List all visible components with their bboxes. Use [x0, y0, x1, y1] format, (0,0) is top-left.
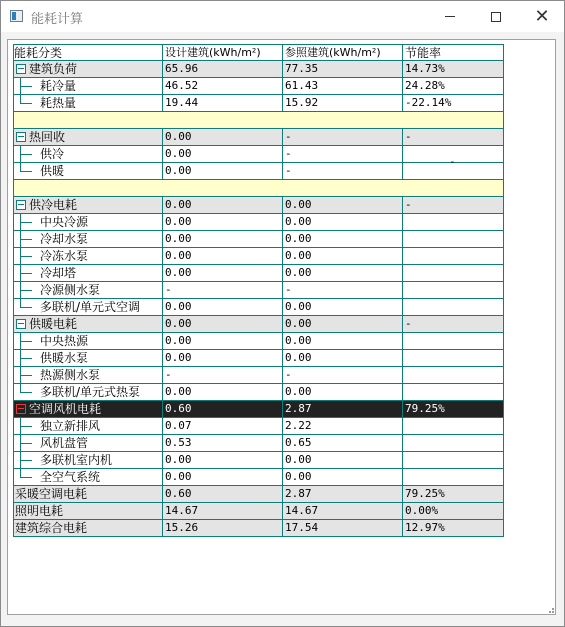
- design-value: 0.07: [163, 418, 283, 434]
- reference-value: 0.00: [283, 248, 403, 264]
- row-label: 热源侧水泵: [40, 368, 101, 382]
- saving-rate: -22.14%: [403, 95, 504, 111]
- reference-value: 77.35: [283, 61, 403, 77]
- row-label: 多联机/单元式空调: [40, 300, 141, 314]
- design-value: 0.00: [163, 384, 283, 400]
- saving-rate: -: [403, 316, 504, 332]
- row-label: 照明电耗: [15, 504, 64, 518]
- design-value: 46.52: [163, 78, 283, 94]
- design-value: 0.00: [163, 299, 283, 315]
- saving-rate-merged: [403, 146, 504, 168]
- reference-value: 0.00: [283, 197, 403, 213]
- row-label: 独立新排风: [40, 419, 101, 433]
- group-label: 热回收: [29, 130, 66, 144]
- saving-rate: -: [403, 197, 504, 213]
- design-value: 0.60: [163, 401, 283, 417]
- reference-value: 0.00: [283, 384, 403, 400]
- group-row-heat-recovery[interactable]: [13, 129, 504, 146]
- group-row-heating-power[interactable]: [13, 316, 504, 333]
- reference-value: -: [283, 146, 403, 162]
- design-value: 0.00: [163, 129, 283, 145]
- table-row[interactable]: [13, 367, 504, 384]
- reference-value: 0.65: [283, 435, 403, 451]
- header-reference: 参照建筑(kWh/m²): [283, 45, 403, 61]
- row-label: 供冷: [40, 147, 65, 161]
- group-row-cooling-power[interactable]: [13, 197, 504, 214]
- reference-value: 0.00: [283, 231, 403, 247]
- table-panel: [7, 39, 556, 615]
- reference-value: -: [283, 367, 403, 383]
- summary-row-lighting-power[interactable]: [13, 503, 504, 520]
- group-row-building-load[interactable]: [13, 61, 504, 78]
- row-label: 冷却塔: [40, 266, 77, 280]
- row-label: 多联机室内机: [40, 453, 113, 467]
- table-row[interactable]: [13, 282, 504, 299]
- design-value: 14.67: [163, 503, 283, 519]
- design-value: 0.00: [163, 231, 283, 247]
- table-row[interactable]: [13, 146, 504, 168]
- design-value: 0.00: [163, 146, 283, 162]
- design-value: 0.00: [163, 197, 283, 213]
- resize-grip-icon[interactable]: [547, 606, 555, 614]
- table-row[interactable]: [13, 384, 504, 401]
- group-label: 建筑负荷: [29, 62, 78, 76]
- row-label: 供暖水泵: [40, 351, 89, 365]
- group-label: 供冷电耗: [29, 198, 78, 212]
- row-label: 中央热源: [40, 334, 89, 348]
- reference-value: 0.00: [283, 333, 403, 349]
- design-value: 0.00: [163, 452, 283, 468]
- design-value: 0.00: [163, 316, 283, 332]
- table-row[interactable]: [13, 163, 504, 180]
- table-row[interactable]: [13, 248, 504, 265]
- collapse-toggle-icon[interactable]: [16, 200, 26, 210]
- collapse-toggle-icon[interactable]: [16, 64, 26, 74]
- reference-value: 0.00: [283, 469, 403, 485]
- reference-value: 0.00: [283, 214, 403, 230]
- merged-rate: -: [449, 155, 456, 168]
- design-value: 0.00: [163, 248, 283, 264]
- design-value: -: [163, 367, 283, 383]
- saving-rate: -: [403, 129, 504, 145]
- table-row[interactable]: [13, 350, 504, 367]
- row-label: 冷源侧水泵: [40, 283, 101, 297]
- design-value: 19.44: [163, 95, 283, 111]
- collapse-toggle-icon[interactable]: [16, 319, 26, 329]
- close-button[interactable]: [519, 1, 565, 32]
- table-row[interactable]: [13, 418, 504, 435]
- header-category: 能耗分类: [13, 45, 163, 61]
- reference-value: 17.54: [283, 520, 403, 536]
- reference-value: 0.00: [283, 452, 403, 468]
- row-label: 供暖: [40, 164, 65, 178]
- design-value: 0.53: [163, 435, 283, 451]
- reference-value: 0.00: [283, 316, 403, 332]
- summary-row-total-power[interactable]: [13, 520, 504, 537]
- reference-value: -: [283, 129, 403, 145]
- reference-value: 61.43: [283, 78, 403, 94]
- reference-value: 0.00: [283, 265, 403, 281]
- table-row[interactable]: [13, 231, 504, 248]
- spacer-row: [13, 180, 504, 197]
- row-label: 冷冻水泵: [40, 249, 89, 263]
- design-value: 65.96: [163, 61, 283, 77]
- table-row[interactable]: [13, 78, 504, 95]
- group-label: 空调风机电耗: [29, 402, 102, 416]
- reference-value: 2.87: [283, 401, 403, 417]
- reference-value: -: [283, 163, 403, 179]
- collapse-toggle-icon[interactable]: [16, 404, 26, 414]
- saving-rate: 0.00%: [403, 503, 504, 519]
- reference-value: 2.87: [283, 486, 403, 502]
- saving-rate: 24.28%: [403, 78, 504, 94]
- energy-table: [13, 44, 504, 537]
- design-value: 15.26: [163, 520, 283, 536]
- table-header: [13, 44, 504, 61]
- design-value: 0.60: [163, 486, 283, 502]
- group-label: 供暖电耗: [29, 317, 78, 331]
- table-row[interactable]: [13, 452, 504, 469]
- design-value: 0.00: [163, 265, 283, 281]
- design-value: 0.00: [163, 214, 283, 230]
- design-value: 0.00: [163, 469, 283, 485]
- row-label: 风机盘管: [40, 436, 89, 450]
- minimize-button[interactable]: [427, 1, 473, 32]
- row-label: 耗热量: [40, 96, 77, 110]
- maximize-button[interactable]: [473, 1, 519, 32]
- minimize-icon: [445, 16, 455, 17]
- design-value: 0.00: [163, 333, 283, 349]
- group-row-ac-fan-power[interactable]: [13, 401, 504, 418]
- reference-value: 2.22: [283, 418, 403, 434]
- row-label: 冷却水泵: [40, 232, 89, 246]
- row-label: 中央冷源: [40, 215, 89, 229]
- row-label: 耗冷量: [40, 79, 77, 93]
- collapse-toggle-icon[interactable]: [16, 132, 26, 142]
- table-row[interactable]: [13, 214, 504, 231]
- saving-rate: 79.25%: [403, 401, 504, 417]
- table-row[interactable]: [13, 333, 504, 350]
- saving-rate: 79.25%: [403, 486, 504, 502]
- header-design: 设计建筑(kWh/m²): [163, 45, 283, 61]
- spacer-row: [13, 112, 504, 129]
- table-row[interactable]: [13, 469, 504, 486]
- title-bar[interactable]: [1, 1, 564, 32]
- row-label: 采暖空调电耗: [15, 487, 88, 501]
- design-value: 0.00: [163, 163, 283, 179]
- table-row[interactable]: [13, 299, 504, 316]
- design-value: 0.00: [163, 350, 283, 366]
- header-saving-rate: 节能率: [403, 45, 504, 61]
- reference-value: 15.92: [283, 95, 403, 111]
- close-icon: ✕: [534, 5, 550, 27]
- row-label: 多联机/单元式热泵: [40, 385, 141, 399]
- design-value: -: [163, 282, 283, 298]
- reference-value: -: [283, 282, 403, 298]
- row-label: 建筑综合电耗: [15, 521, 88, 535]
- table-row[interactable]: [13, 435, 504, 452]
- reference-value: 14.67: [283, 503, 403, 519]
- window-title: 能耗计算: [31, 12, 84, 27]
- summary-row-hvac-power[interactable]: [13, 486, 504, 503]
- row-label: 全空气系统: [40, 470, 101, 484]
- reference-value: 0.00: [283, 350, 403, 366]
- table-row[interactable]: [13, 95, 504, 112]
- reference-value: 0.00: [283, 299, 403, 315]
- saving-rate: 14.73%: [403, 61, 504, 77]
- saving-rate: 12.97%: [403, 520, 504, 536]
- app-icon: [10, 10, 23, 22]
- maximize-icon: [491, 12, 501, 22]
- table-row[interactable]: [13, 265, 504, 282]
